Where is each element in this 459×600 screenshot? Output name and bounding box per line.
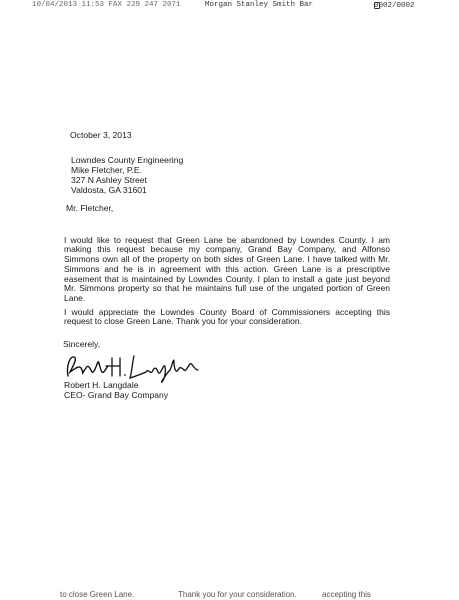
letter-date: October 3, 2013 — [70, 130, 132, 140]
closing: Sincerely, — [63, 339, 101, 349]
recipient-line: Valdosta, GA 31601 — [71, 185, 147, 195]
bleed-fragment: accepting this — [322, 590, 371, 599]
signer-name: Robert H. Langdale — [64, 380, 139, 390]
body-paragraph: I would like to request that Green Lane be abandoned by Lowndes County. I am making this request because my company, Grand Bay Company, and Alfonso Simmons own all of the property on both sides of Green Lane. I have talked with Mr. Simmons and he is in agreement with this action. Green Lane is a prescriptive easement that is maintained by Lowndes County. I plan to install a gate just beyond Mr. Simmons property so that he maintains full use of the ungated portion of Green Lane. — [64, 234, 390, 304]
fax-timestamp: 10/04/2013 11:53 FAX 229 247 2071 — [32, 1, 181, 9]
salutation: Mr. Fletcher, — [66, 203, 114, 213]
recipient-line: 327 N Ashley Street — [71, 175, 147, 185]
handwritten-signature — [62, 348, 222, 384]
recipient-line: Lowndes County Engineering — [71, 155, 184, 165]
body-paragraph: I would appreciate the Lowndes County Board of Commissioners accepting this request to close Green Lane. Thank you for your consideration. — [64, 306, 390, 327]
recipient-line: Mike Fletcher, P.E. — [71, 165, 143, 175]
fax-sender: Morgan Stanley Smith Bar — [205, 1, 314, 9]
fax-page-count: 0002/0002 — [374, 2, 415, 10]
bleed-through-text — [60, 588, 390, 600]
fax-header — [0, 0, 459, 14]
signer-block — [64, 380, 168, 400]
bleed-fragment: Thank you for your consideration. — [178, 590, 297, 599]
signer-title: CEO- Grand Bay Company — [64, 390, 169, 400]
bleed-fragment: to close Green Lane. — [60, 590, 135, 599]
recipient-address — [71, 155, 183, 195]
